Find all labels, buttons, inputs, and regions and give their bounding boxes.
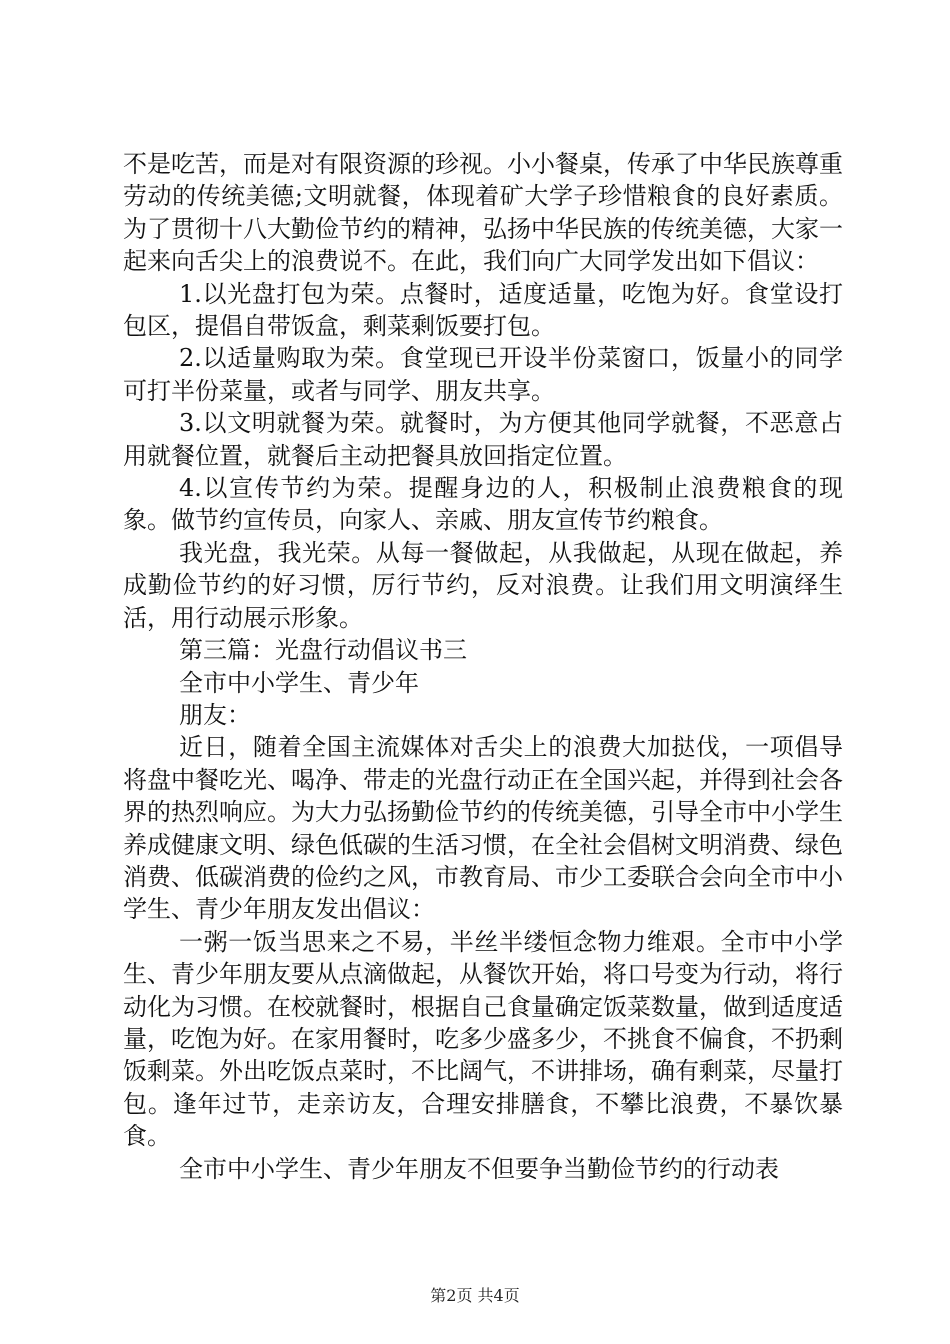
- paragraph-guidance: 一粥一饭当思来之不易，半丝半缕恒念物力维艰。全市中小学生、青少年朋友要从点滴做起，从餐饮开始，将口号变为行动，将行动化为习惯。在校就餐时，根据自己食量确定饭菜数量，做到适度适量，吃饱为好。在家用餐时，吃多少盛多少，不挑食不偏食，不扔剩饭剩菜。外出吃饭点菜时，不比阔气，不讲排场，确有剩菜，尽量打包。逢年过节，走亲访友，合理安排膳食，不攀比浪费，不暴饮暴食。: [123, 927, 843, 1151]
- paragraph-proposal-4: 4.以宣传节约为荣。提醒身边的人，积极制止浪费粮食的现象。做节约宣传员，向家人、亲戚、朋友宣传节约粮食。: [123, 474, 843, 535]
- page-number-footer: 第2页 共4页: [430, 1286, 520, 1305]
- paragraph-proposal-3: 3.以文明就餐为荣。就餐时，为方便其他同学就餐，不恶意占用就餐位置，就餐后主动把餐具放回指定位置。: [123, 409, 843, 470]
- document-body: [123, 148, 843, 1185]
- salutation-line-1: 全市中小学生、青少年: [179, 668, 419, 697]
- section-heading: 第三篇：光盘行动倡议书三: [179, 636, 467, 665]
- paragraph-closing: 我光盘，我光荣。从每一餐做起，从我做起，从现在做起，养成勤俭节约的好习惯，厉行节约，反对浪费。让我们用文明演绎生活，用行动展示形象。: [123, 538, 843, 632]
- salutation-line-2: 朋友：: [179, 700, 251, 729]
- paragraph-proposal-2: 2.以适量购取为荣。食堂现已开设半份菜窗口，饭量小的同学可打半份菜量，或者与同学、朋友共享。: [123, 344, 843, 405]
- paragraph-background: 近日，随着全国主流媒体对舌尖上的浪费大加挞伐，一项倡导将盘中餐吃光、喝净、带走的光盘行动正在全国兴起，并得到社会各界的热烈响应。为大力弘扬勤俭节约的传统美德，引导全市中小学生养成健康文明、绿色低碳的生活习惯，在全社会倡树文明消费、绿色消费、低碳消费的俭约之风，市教育局、市少工委联合会向全市中小学生、青少年朋友发出倡议：: [123, 733, 843, 924]
- paragraph-intro-continued: 不是吃苦，而是对有限资源的珍视。小小餐桌，传承了中华民族尊重劳动的传统美德;文明就餐，体现着矿大学子珍惜粮食的良好素质。为了贯彻十八大勤俭节约的精神，弘扬中华民族的传统美德，大家一起来向舌尖上的浪费说不。在此，我们向广大同学发出如下倡议：: [123, 150, 843, 276]
- paragraph-continuation: 全市中小学生、青少年朋友不但要争当勤俭节约的行动表: [179, 1154, 779, 1183]
- paragraph-proposal-1: 1.以光盘打包为荣。点餐时，适度适量，吃饱为好。食堂设打包区，提倡自带饭盒，剩菜剩饭要打包。: [123, 279, 843, 341]
